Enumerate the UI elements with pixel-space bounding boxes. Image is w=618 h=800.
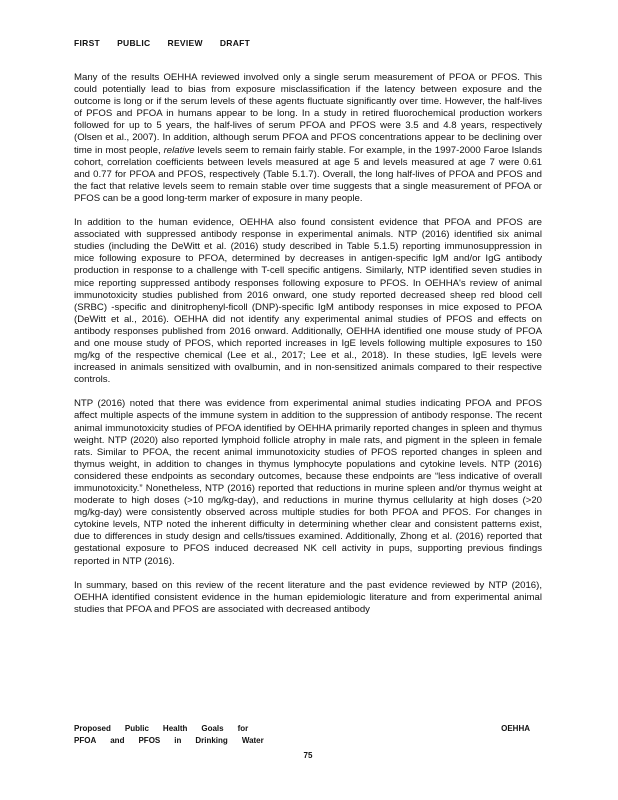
footer-word: PFOS [138, 736, 161, 745]
page-footer [74, 723, 542, 760]
paragraph-1-italic-relative: relative [163, 144, 195, 156]
paragraph-half-lives [74, 72, 542, 205]
footer-word: PFOA [74, 736, 97, 745]
footer-word: in [174, 736, 182, 745]
header-word-public: PUBLIC [117, 38, 151, 48]
footer-word: Drinking [195, 736, 228, 745]
header-word-first: FIRST [74, 38, 101, 48]
paragraph-summary: In summary, based on this review of the recent literature and the past evidence reviewed by NTP (2016), OEHHA identified consistent evidence in the human epidemiologic literature and from experimental animal studies that PFOA and PFOS are associated with decreased antibody [74, 579, 542, 615]
page-number: 75 [303, 751, 313, 760]
footer-word: Goals [201, 724, 224, 733]
footer-word: Water [241, 736, 264, 745]
header-word-review: REVIEW [167, 38, 203, 48]
header-word-draft: DRAFT [219, 38, 251, 48]
main-body [74, 72, 542, 628]
paragraph-1-text-b: levels seem to remain fairly stable. For example, in the 1997-2000 Faroe Islands cohort, correlation coefficients between levels measured at age 5 and levels measured at age 7 were 0.61 and 0.77 for PFOA and PFOS, respectively (Table 5.1.7). Overall, the long half-lives of PFOA and PFOS and the fact that relative levels seem to remain stable over time suggests that a single measurement of PFOA or PFOS can be a good long-term marker of exposure in many people. [74, 144, 542, 204]
footer-word: and [110, 736, 125, 745]
paragraph-immune-aspects: NTP (2016) noted that there was evidence from experimental animal studies indicating PFOA and PFOS affect multiple aspects of the immune system in addition to the suppression of antibody response. The recent animal immunotoxicity studies of PFOA identified by OEHHA primarily reported changes in spleen and thymus weight. NTP (2020) also reported lymphoid follicle atrophy in male rats, and pigment in the spleen in female rats. Similar to PFOA, the recent animal immunotoxicity studies of PFOS reported changes in spleen and thymus weight, in addition to changes in thymus lymphocyte populations and cytokine levels. NTP (2016) considered these endpoints as secondary outcomes, because these endpoints are “less indicative of overall immunotoxicity.” Nonetheless, NTP (2016) reported that reductions in murine spleen and/or thymus weight at moderate to high doses (>10 mg/kg-day), and reductions in murine thymus cellularity at high doses (>20 mg/kg-day) were consistently observed across multiple studies for both PFOA and PFOS. For changes in cytokine levels, NTP noted the inherent difficulty in determining whether clear and consistent patterns exist, due to differences in study design and cells/tissues examined. Additionally, Zhong et al. (2016) reported that gestational exposure to PFOS induced decreased NK cell activity in pups, supporting previous findings reported in NTP (2016). [74, 398, 542, 567]
paragraph-animal-evidence: In addition to the human evidence, OEHHA also found consistent evidence that PFOA and PFOS are associated with suppressed antibody response in experimental animals. NTP (2016) identified six animal studies (including the DeWitt et al. (2016) study described in Table 5.1.5) reporting immunosuppression in mice following exposure to PFOA, determined by decreases in antigen-specific IgM and/or IgG antibody production in response to a challenge with T-cell specific antigens. Similarly, NTP identified seven studies in mice reporting suppressed antibody responses following exposure to PFOS. In OEHHA's review of animal immunotoxicity studies published from 2016 onward, one study reported decreased sheep red blood cell (SRBC) -specific and dinitrophenyl-ficoll (DNP)-specific IgM antibody responses in mice exposed to PFOA (DeWitt et al., 2016). OEHHA did not identify any experimental animal studies of PFOS and effects on antibody responses published from 2016 onward. Additionally, OEHHA identified one mouse study of PFOA and one mouse study of PFOS, which reported increases in IgE levels following multiple exposures to 150 mg/kg of the respective chemical (Lee et al., 2017; Lee et al., 2018). In these studies, IgE levels were increased in animals sensitized with ovalbumin, and in non-sensitized animals compared to their respective controls. [74, 217, 542, 386]
footer-title-line-1 [74, 723, 542, 735]
footer-word: Public [124, 724, 149, 733]
draft-header [74, 38, 267, 48]
footer-word: for [237, 724, 249, 733]
footer-title-line-2 [74, 735, 542, 747]
paragraph-1-text-a: Many of the results OEHHA reviewed involved only a single serum measurement of PFOA or PFOS. This could potentially lead to bias from exposure misclassification if the latency between exposure and the outcome is long or if the serum levels of these agents fluctuate significantly over time. However, the half-lives of PFOS and PFOA in humans appear to be long. In a study in retired fluorochemical production workers followed for up to 5 years, the half-lives of serum PFOA and PFOS were 3.5 and 4.8 years, respectively (Olsen et al., 2007). In addition, although serum PFOA and PFOS concentrations appear to be declining over time in most people, [74, 72, 542, 156]
footer-word: Health [162, 724, 188, 733]
footer-agency: OEHHA [501, 724, 530, 733]
footer-document-title [74, 723, 542, 747]
footer-word: Proposed [74, 724, 111, 733]
